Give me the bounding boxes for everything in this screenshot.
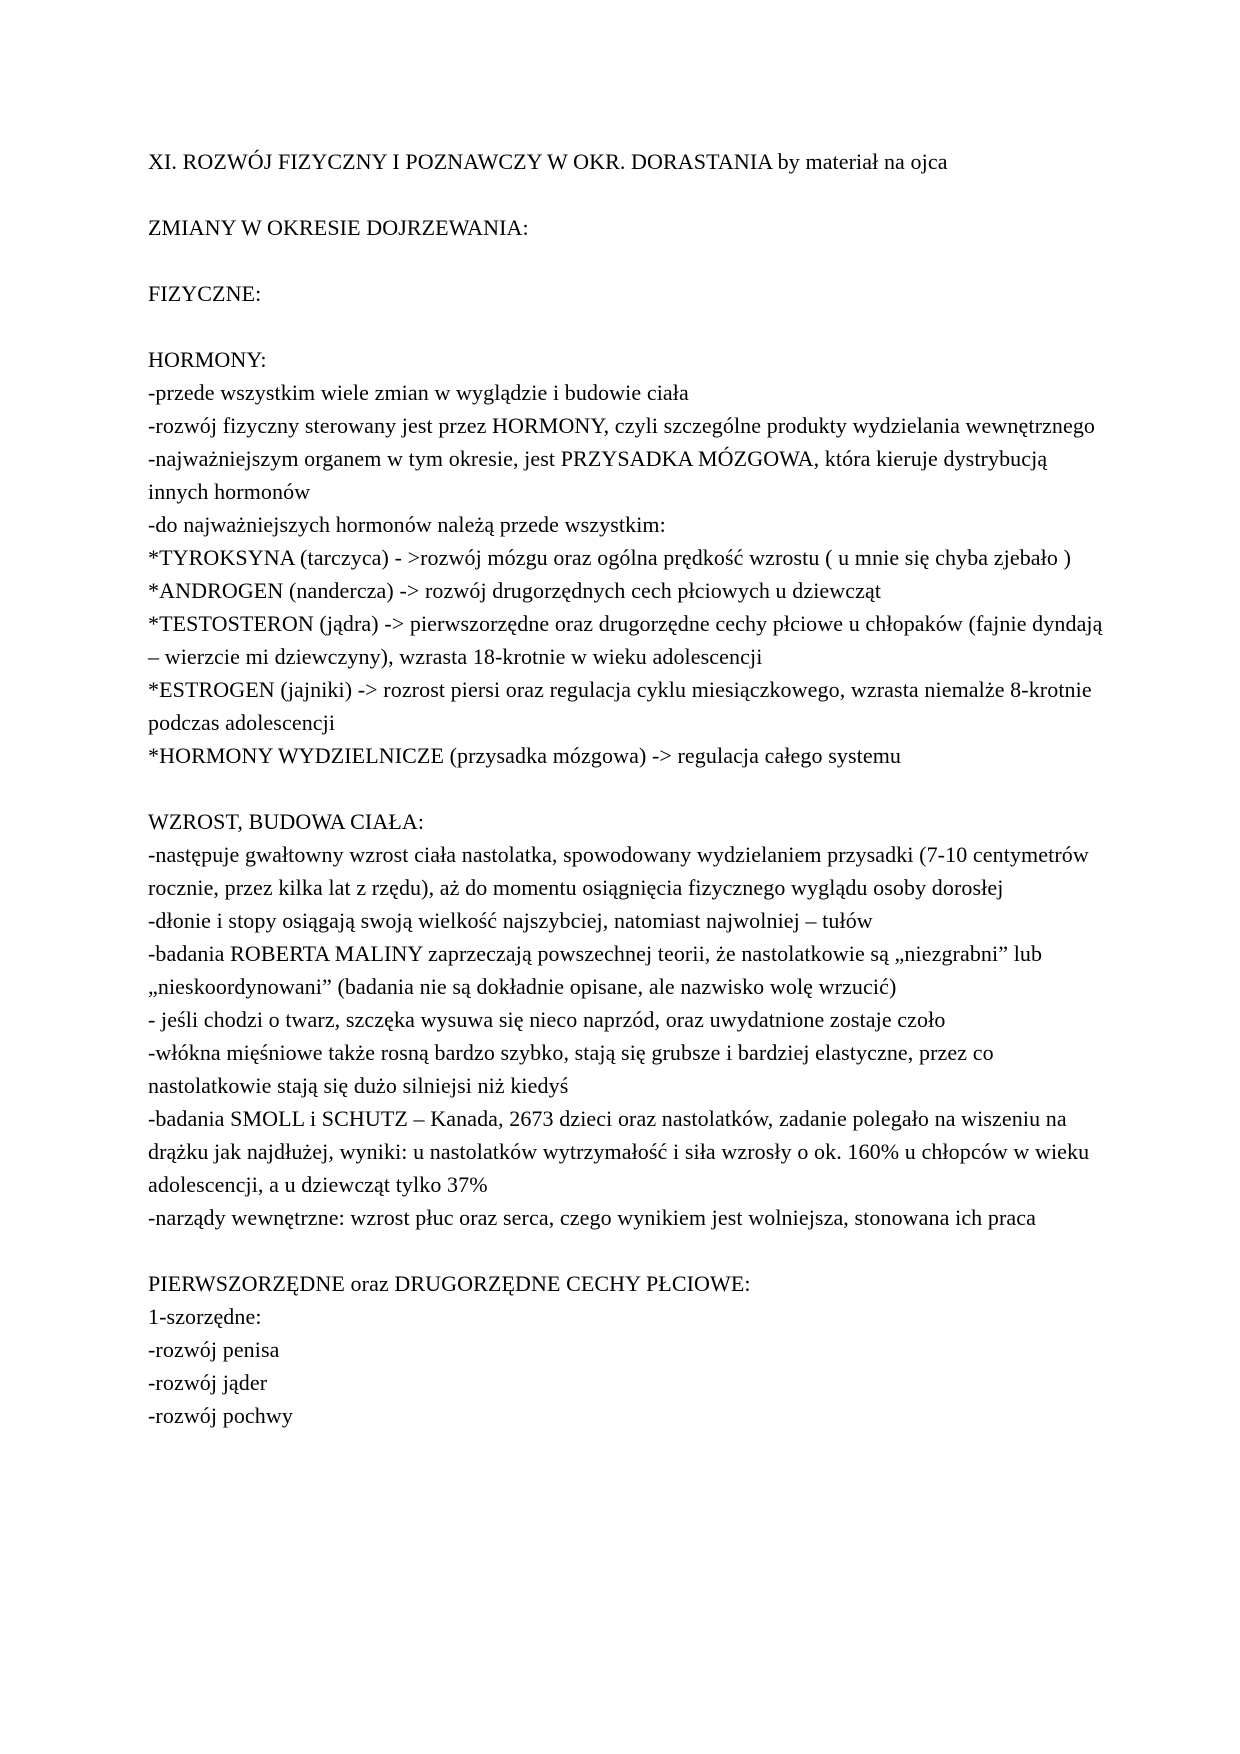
paragraph-line: -dłonie i stopy osiągają swoją wielkość najszybciej, natomiast najwolniej – tułów xyxy=(148,908,873,933)
sex-traits-heading: PIERWSZORZĘDNE oraz DRUGORZĘDNE CECHY PŁCIOWE: xyxy=(148,1271,751,1296)
paragraph-line: -narządy wewnętrzne: wzrost płuc oraz serca, czego wynikiem jest wolniejsza, stonowana ich praca xyxy=(148,1205,1036,1230)
spacer xyxy=(148,1234,1108,1267)
paragraph-line: *TESTOSTERON (jądra) -> pierwszorzędne oraz drugorzędne cechy płciowe u chłopaków (fajnie dyndają – wierzcie mi dziewczyny), wzrasta 18-krotnie w wieku adolescencji xyxy=(148,611,1103,669)
paragraph-line: -najważniejszym organem w tym okresie, jest PRZYSADKA MÓZGOWA, która kieruje dystrybucją innych hormonów xyxy=(148,446,1048,504)
list-item: -rozwój penisa xyxy=(148,1337,280,1362)
paragraph-line: -badania ROBERTA MALINY zaprzeczają powszechnej teorii, że nastolatkowie są „niezgrabni” lub „nieskoordynowani” (badania nie są dokładnie opisane, ale nazwisko wolę wrzucić) xyxy=(148,941,1043,999)
paragraph-line: *ESTROGEN (jajniki) -> rozrost piersi oraz regulacja cyklu miesiączkowego, wzrasta niemalże 8-krotnie podczas adolescencji xyxy=(148,677,1092,735)
spacer xyxy=(148,244,1108,277)
paragraph-line: -następuje gwałtowny wzrost ciała nastolatka, spowodowany wydzielaniem przysadki (7-10 centymetrów rocznie, przez kilka lat z rzędu), aż do momentu osiągnięcia fizycznego wyglądu osoby dorosłej xyxy=(148,842,1089,900)
paragraph-line: *ANDROGEN (nandercza) -> rozwój drugorzędnych cech płciowych u dziewcząt xyxy=(148,578,882,603)
paragraph-line: *HORMONY WYDZIELNICZE (przysadka mózgowa) -> regulacja całego systemu xyxy=(148,743,902,768)
sex-traits-subheading: 1-szorzędne: xyxy=(148,1304,262,1329)
paragraph-line: *TYROKSYNA (tarczyca) - >rozwój mózgu oraz ogólna prędkość wzrostu ( u mnie się chyba zjebało ) xyxy=(148,545,1072,570)
document-body xyxy=(148,145,1108,1432)
paragraph-line: -badania SMOLL i SCHUTZ – Kanada, 2673 dzieci oraz nastolatków, zadanie polegało na wiszeniu na drążku jak najdłużej, wyniki: u nastolatków wytrzymałość i siła wzrosły o ok. 160% u chłopców w wieku adolescencji, a u dziewcząt tylko 37% xyxy=(148,1106,1090,1197)
spacer xyxy=(148,178,1108,211)
spacer xyxy=(148,772,1108,805)
paragraph-line: - jeśli chodzi o twarz, szczęka wysuwa się nieco naprzód, oraz uwydatnione zostaje czoło xyxy=(148,1007,946,1032)
section-heading-physical: FIZYCZNE: xyxy=(148,281,262,306)
section-heading-main: ZMIANY W OKRESIE DOJRZEWANIA: xyxy=(148,215,529,240)
paragraph-line: -do najważniejszych hormonów należą przede wszystkim: xyxy=(148,512,666,537)
spacer xyxy=(148,310,1108,343)
list-item: -rozwój jąder xyxy=(148,1370,268,1395)
paragraph-line: -włókna mięśniowe także rosną bardzo szybko, stają się grubsze i bardziej elastyczne, przez co nastolatkowie stają się dużo silniejsi niż kiedyś xyxy=(148,1040,994,1098)
document-title: XI. ROZWÓJ FIZYCZNY I POZNAWCZY W OKR. DORASTANIA by materiał na ojca xyxy=(148,149,948,174)
list-item: -rozwój pochwy xyxy=(148,1403,293,1428)
paragraph-line: -przede wszystkim wiele zmian w wyglądzie i budowie ciała xyxy=(148,380,689,405)
hormones-heading: HORMONY: xyxy=(148,347,267,372)
growth-heading: WZROST, BUDOWA CIAŁA: xyxy=(148,809,425,834)
paragraph-line: -rozwój fizyczny sterowany jest przez HORMONY, czyli szczególne produkty wydzielania wewnętrznego xyxy=(148,413,1096,438)
